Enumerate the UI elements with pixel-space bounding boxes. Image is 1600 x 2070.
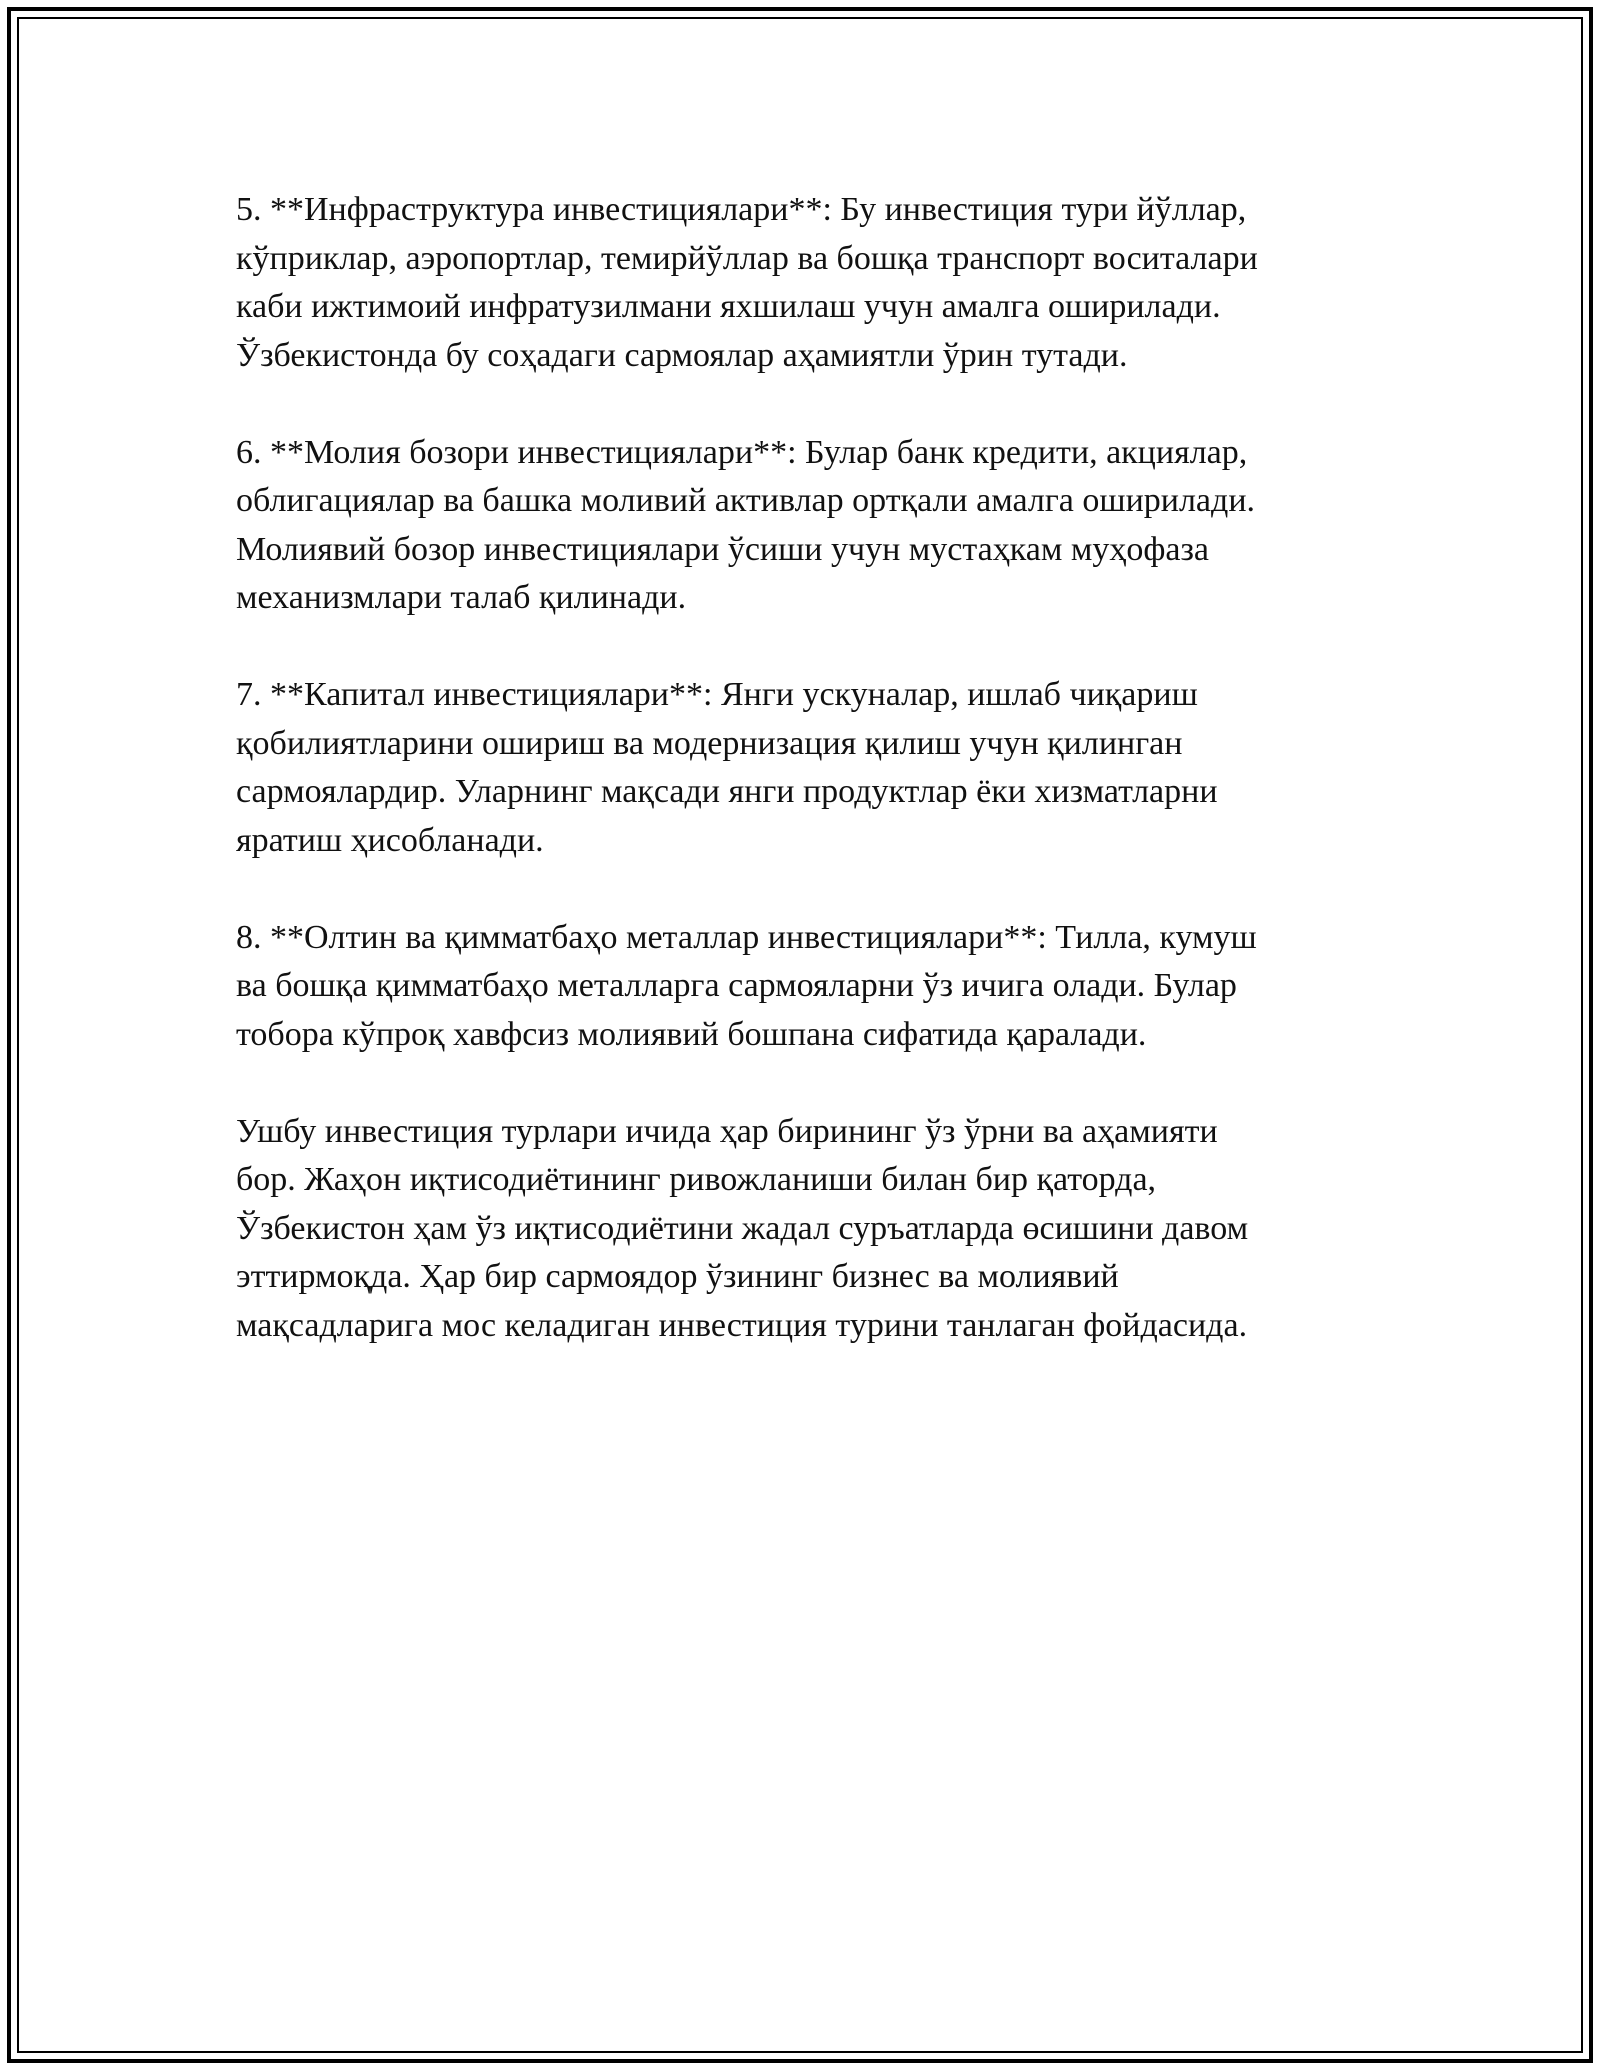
- paragraph-conclusion: Ушбу инвестиция турлари ичида ҳар бирининг ўз ўрни ва аҳамияти бор. Жаҳон иқтисодиётининг ривожланиши билан бир қаторда, Ўзбекистон ҳам ўз иқтисодиётини жадал суръатларда өсишини давом эттирмоқда. Ҳар бир сармоядор ўзининг бизнес ва молиявий мақсадларига мос келадиган инвестиция турини танлаган фойдасида.: [236, 1112, 1249, 1344]
- document-body: [236, 186, 1356, 1350]
- paragraph-precious-metals-investments: 8. **Олтин ва қимматбаҳо металлар инвестициялари**: Тилла, кумуш ва бошқа қимматбаҳо металларга сармояларни ўз ичига олади. Булар тобора кўпроқ хавфсиз молиявий бошпана сифатида қаралади.: [236, 918, 1257, 1053]
- paragraph-capital-investments: 7. **Капитал инвестициялари**: Янги ускуналар, ишлаб чиқариш қобилиятларини ошириш ва модернизация қилиш учун қилинган сармоялардир. Уларнинг мақсади янги продуктлар ёки хизматларни яратиш ҳисобланади.: [236, 676, 1218, 859]
- paragraph-financial-market-investments: 6. **Молия бозори инвестициялари**: Булар банк кредити, акциялар, облигациялар ва башка моливий активлар ортқали амалга оширилади. Молиявий бозор инвестициялари ўсиши учун мустаҳкам муҳофаза механизмлари талаб қилинади.: [236, 433, 1256, 616]
- paragraph-infrastructure-investments: 5. **Инфраструктура инвестициялари**: Бу инвестиция тури йўллар, кўприклар, аэропортлар, темирйўллар ва бошқа транспорт воситалари каби ижтимоий инфратузилмани яхшилаш учун амалга оширилади. Ўзбекистонда бу соҳадаги сармоялар аҳамиятли ўрин тутади.: [236, 191, 1258, 374]
